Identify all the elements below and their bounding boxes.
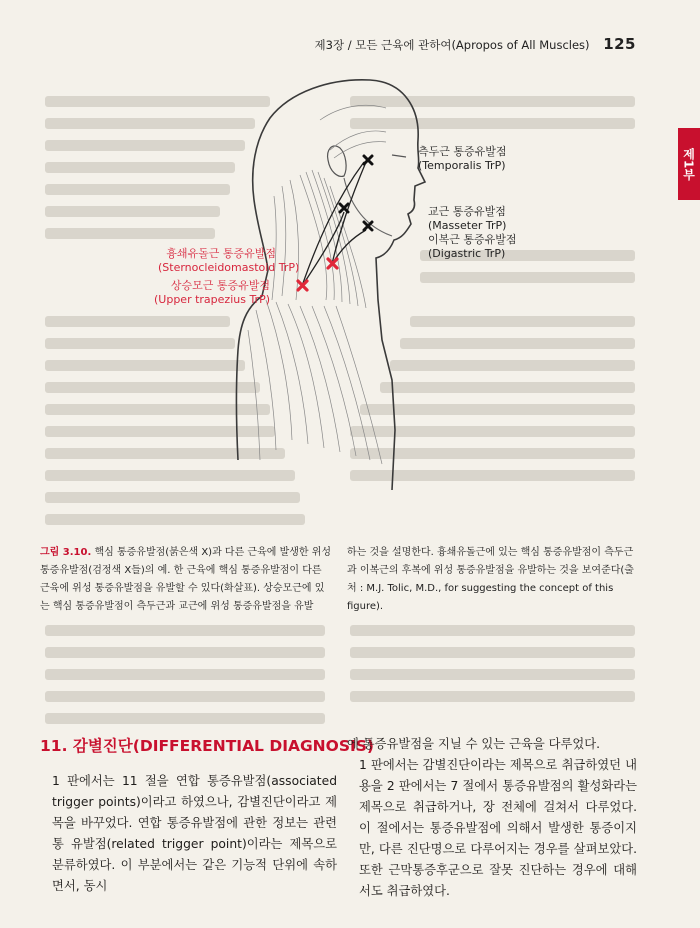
ear (328, 146, 346, 176)
figure-caption-right: 하는 것을 설명한다. 흉쇄유돌근에 있는 핵심 통증유발점이 측두근과 이복근의 후복에 위성 통증유발점을 유발하는 것을 보여준다(출처 : M.J. Tolic, M.D., for suggesting the concept of this figure). (347, 547, 634, 612)
label-masseter: 교근 통증유발점 (Masseter TrP) (428, 205, 507, 232)
body-paragraph-right-2: 1 판에서는 감별진단이라는 제목으로 취급하였던 내용을 2 판에서는 7 절에서 통증유발점의 활성화라는 제목으로 취급하거나, 장 전체에 걸쳐서 다루었다. 이 절에서는 통증유발점에 의해서 발생한 통증이지만, 다른 진단명으로 다루어지는 경우를 살펴보았다. 또한 근막통증후군으로 잘못 진단하는 경우에 대해서도 취급하였다. (359, 758, 637, 898)
page-number: 125 (603, 35, 636, 53)
section-title: 11. 감별진단(DIFFERENTIAL DIAGNOSIS) (40, 737, 375, 755)
label-trapezius: 상승모근 통증유발점 (Upper trapezius TrP) (154, 279, 270, 306)
temporalis-x (364, 156, 372, 164)
trapezius-x (298, 281, 307, 290)
part-tab: 제1부 (678, 128, 700, 200)
eye (392, 155, 406, 157)
label-scm: 흉쇄유돌근 통증유발점 (Sternocleidomastoid TrP) (158, 247, 300, 274)
key-trp-markers (298, 259, 337, 290)
label-digastric: 이복근 통증유발점 (Digastric TrP) (428, 233, 517, 260)
body-paragraph-right-1: 에 통증유발점을 지닐 수 있는 근육을 다루었다. (347, 737, 601, 751)
figure-number: 그림 3.10. (40, 547, 92, 558)
label-temporalis: 측두근 통증유발점 (Temporalis TrP) (418, 145, 507, 172)
figure-caption-left (40, 544, 332, 616)
body-paragraph-left: 1 판에서는 11 절을 연합 통증유발점(associated trigger points)이라고 하였으나, 감별진단이라고 제목을 바꾸었다. 연합 통증유발점에 관한 정보는 관련통 유발점(related trigger point)이라는 제목으로 분류하였다. 이 부분에서는 같은 기능적 단위에 속하면서, 동시 (52, 774, 337, 893)
caption-text-left: 핵심 통증유발점(붉은색 X)과 다른 근육에 발생한 위성 통증유발점(검정색 X들)의 예. 한 근육에 핵심 통증유발점이 다른 근육에 위성 통증유발점을 유발할 수 있다(화살표). 상승모근에 있는 핵심 통증유발점이 측두근과 교근에 위성 통증유발점을 유발 (40, 547, 332, 612)
masseter-x (340, 204, 348, 212)
digastric-x (364, 222, 372, 230)
body-column-right (347, 734, 637, 902)
running-title: 제3장 / 모든 근육에 관하여(Apropos of All Muscles) (314, 38, 590, 52)
